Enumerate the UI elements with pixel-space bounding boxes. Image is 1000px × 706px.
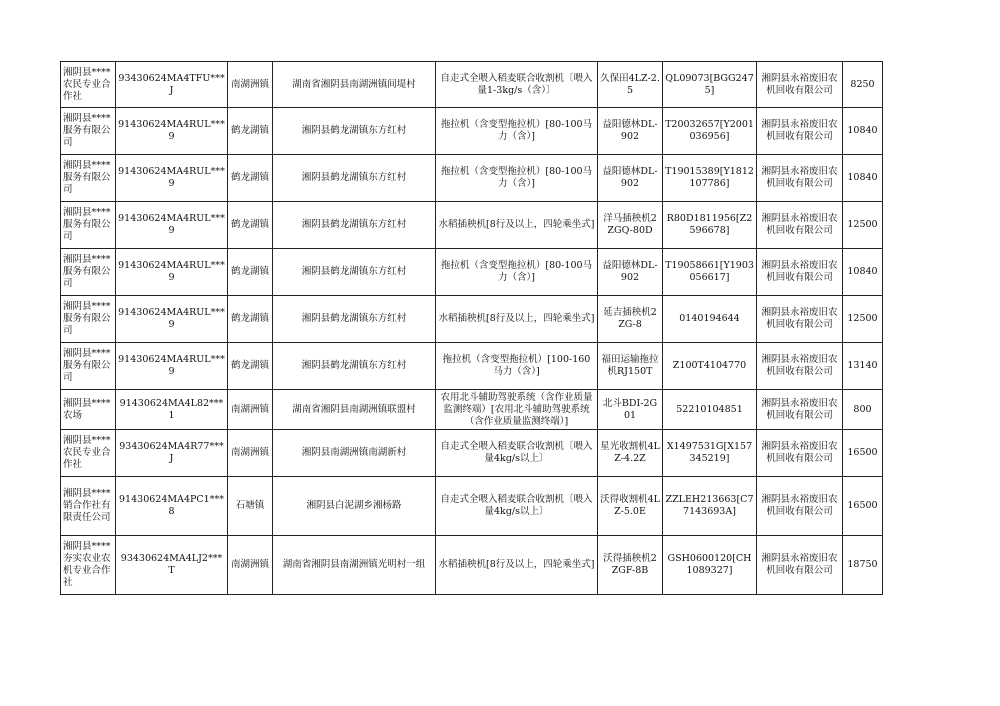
town-cell: 鹤龙湖镇 xyxy=(228,296,273,343)
subsidy-table xyxy=(60,61,883,595)
address-cell: 湘阴县鹤龙湖镇东方红村 xyxy=(273,202,436,249)
model-cell: 洋马插秧机2ZGQ-80D xyxy=(598,202,663,249)
table-row xyxy=(61,343,883,390)
machine-type-cell: 自走式全喂入稻麦联合收割机〔喂入量4kg/s以上〕 xyxy=(436,477,598,536)
credit-code-cell: 93430624MA4TFU***J xyxy=(116,62,228,108)
table-row xyxy=(61,430,883,477)
model-cell: 益阳德林DL-902 xyxy=(598,249,663,296)
address-cell: 湖南省湘阴县南湖洲镇间堤村 xyxy=(273,62,436,108)
table-body xyxy=(61,62,883,595)
credit-code-cell: 91430624MA4PC1***8 xyxy=(116,477,228,536)
owner-name-cell: 湘阴县****农民专业合作社 xyxy=(61,62,116,108)
town-cell: 石塘镇 xyxy=(228,477,273,536)
serial-number-cell: GSH0600120[CH1089327] xyxy=(663,536,757,595)
model-cell: 北斗BDI-2G01 xyxy=(598,390,663,430)
machine-type-cell: 拖拉机（含变型拖拉机）[80-100马力（含）] xyxy=(436,108,598,155)
credit-code-cell: 91430624MA4L82***1 xyxy=(116,390,228,430)
credit-code-cell: 91430624MA4RUL***9 xyxy=(116,296,228,343)
credit-code-cell: 91430624MA4RUL***9 xyxy=(116,155,228,202)
town-cell: 南湖洲镇 xyxy=(228,390,273,430)
table-row xyxy=(61,390,883,430)
town-cell: 南湖洲镇 xyxy=(228,536,273,595)
credit-code-cell: 93430624MA4LJ2***T xyxy=(116,536,228,595)
subsidy-amount-cell: 16500 xyxy=(843,477,883,536)
model-cell: 沃得插秧机2ZGF-8B xyxy=(598,536,663,595)
model-cell: 星光收割机4LZ-4.2Z xyxy=(598,430,663,477)
recycler-cell: 湘阴县永裕废旧农机回收有限公司 xyxy=(757,202,843,249)
owner-name-cell: 湘阴县****夯实农业农机专业合作社 xyxy=(61,536,116,595)
subsidy-amount-cell: 13140 xyxy=(843,343,883,390)
subsidy-amount-cell: 18750 xyxy=(843,536,883,595)
owner-name-cell: 湘阴县****服务有限公司 xyxy=(61,108,116,155)
town-cell: 南湖洲镇 xyxy=(228,62,273,108)
machine-type-cell: 水稻插秧机[8行及以上，四轮乘坐式] xyxy=(436,536,598,595)
subsidy-amount-cell: 12500 xyxy=(843,296,883,343)
recycler-cell: 湘阴县永裕废旧农机回收有限公司 xyxy=(757,477,843,536)
machine-type-cell: 农用北斗辅助驾驶系统（含作业质量监测终端）[农用北斗辅助驾驶系统（含作业质量监测终端）] xyxy=(436,390,598,430)
serial-number-cell: Z100T4104770 xyxy=(663,343,757,390)
table-row xyxy=(61,477,883,536)
model-cell: 益阳德林DL-902 xyxy=(598,155,663,202)
machine-type-cell: 自走式全喂入稻麦联合收割机〔喂入量4kg/s以上〕 xyxy=(436,430,598,477)
serial-number-cell: 0140194644 xyxy=(663,296,757,343)
town-cell: 鹤龙湖镇 xyxy=(228,249,273,296)
table-row xyxy=(61,108,883,155)
address-cell: 湘阴县鹤龙湖镇东方红村 xyxy=(273,155,436,202)
address-cell: 湖南省湘阴县南湖洲镇光明村一组 xyxy=(273,536,436,595)
serial-number-cell: ZZLEH213663[C77143693A] xyxy=(663,477,757,536)
machine-type-cell: 自走式全喂入稻麦联合收割机〔喂入量1-3kg/s（含）〕 xyxy=(436,62,598,108)
subsidy-amount-cell: 16500 xyxy=(843,430,883,477)
model-cell: 沃得收割机4LZ-5.0E xyxy=(598,477,663,536)
table-row xyxy=(61,249,883,296)
recycler-cell: 湘阴县永裕废旧农机回收有限公司 xyxy=(757,108,843,155)
address-cell: 湘阴县鹤龙湖镇东方红村 xyxy=(273,343,436,390)
town-cell: 南湖洲镇 xyxy=(228,430,273,477)
serial-number-cell: X1497531G[X157345219] xyxy=(663,430,757,477)
town-cell: 鹤龙湖镇 xyxy=(228,108,273,155)
serial-number-cell: QL09073[BGG2475] xyxy=(663,62,757,108)
serial-number-cell: 52210104851 xyxy=(663,390,757,430)
credit-code-cell: 91430624MA4RUL***9 xyxy=(116,343,228,390)
machine-type-cell: 水稻插秧机[8行及以上，四轮乘坐式] xyxy=(436,296,598,343)
serial-number-cell: T19015389[Y1812107786] xyxy=(663,155,757,202)
owner-name-cell: 湘阴县****服务有限公司 xyxy=(61,249,116,296)
recycler-cell: 湘阴县永裕废旧农机回收有限公司 xyxy=(757,62,843,108)
model-cell: 福田运输拖拉机RJ150T xyxy=(598,343,663,390)
recycler-cell: 湘阴县永裕废旧农机回收有限公司 xyxy=(757,155,843,202)
model-cell: 益阳德林DL-902 xyxy=(598,108,663,155)
subsidy-amount-cell: 10840 xyxy=(843,249,883,296)
recycler-cell: 湘阴县永裕废旧农机回收有限公司 xyxy=(757,343,843,390)
subsidy-amount-cell: 12500 xyxy=(843,202,883,249)
address-cell: 湘阴县鹤龙湖镇东方红村 xyxy=(273,249,436,296)
credit-code-cell: 93430624MA4R77***J xyxy=(116,430,228,477)
table-row xyxy=(61,202,883,249)
subsidy-amount-cell: 8250 xyxy=(843,62,883,108)
table-row xyxy=(61,62,883,108)
serial-number-cell: T19058661[Y1903056617] xyxy=(663,249,757,296)
address-cell: 湖南省湘阴县南湖洲镇联盟村 xyxy=(273,390,436,430)
town-cell: 鹤龙湖镇 xyxy=(228,202,273,249)
owner-name-cell: 湘阴县****服务有限公司 xyxy=(61,343,116,390)
credit-code-cell: 91430624MA4RUL***9 xyxy=(116,108,228,155)
recycler-cell: 湘阴县永裕废旧农机回收有限公司 xyxy=(757,430,843,477)
owner-name-cell: 湘阴县****农场 xyxy=(61,390,116,430)
table-row xyxy=(61,296,883,343)
serial-number-cell: T20032657[Y2001036956] xyxy=(663,108,757,155)
address-cell: 湘阴县白泥湖乡湘杨路 xyxy=(273,477,436,536)
serial-number-cell: R80D1811956[Z2596678] xyxy=(663,202,757,249)
address-cell: 湘阴县鹤龙湖镇东方红村 xyxy=(273,296,436,343)
machine-type-cell: 拖拉机（含变型拖拉机）[80-100马力（含）] xyxy=(436,249,598,296)
table-row xyxy=(61,536,883,595)
recycler-cell: 湘阴县永裕废旧农机回收有限公司 xyxy=(757,296,843,343)
recycler-cell: 湘阴县永裕废旧农机回收有限公司 xyxy=(757,390,843,430)
machine-type-cell: 拖拉机（含变型拖拉机）[80-100马力（含）] xyxy=(436,155,598,202)
credit-code-cell: 91430624MA4RUL***9 xyxy=(116,249,228,296)
credit-code-cell: 91430624MA4RUL***9 xyxy=(116,202,228,249)
model-cell: 久保田4LZ-2.5 xyxy=(598,62,663,108)
address-cell: 湘阴县南湖洲镇南湖新村 xyxy=(273,430,436,477)
owner-name-cell: 湘阴县****农民专业合作社 xyxy=(61,430,116,477)
owner-name-cell: 湘阴县****销合作社有限责任公司 xyxy=(61,477,116,536)
model-cell: 延吉插秧机2ZG-8 xyxy=(598,296,663,343)
table-row xyxy=(61,155,883,202)
address-cell: 湘阴县鹤龙湖镇东方红村 xyxy=(273,108,436,155)
subsidy-amount-cell: 10840 xyxy=(843,155,883,202)
machine-type-cell: 水稻插秧机[8行及以上，四轮乘坐式] xyxy=(436,202,598,249)
town-cell: 鹤龙湖镇 xyxy=(228,155,273,202)
owner-name-cell: 湘阴县****服务有限公司 xyxy=(61,155,116,202)
recycler-cell: 湘阴县永裕废旧农机回收有限公司 xyxy=(757,249,843,296)
recycler-cell: 湘阴县永裕废旧农机回收有限公司 xyxy=(757,536,843,595)
owner-name-cell: 湘阴县****服务有限公司 xyxy=(61,202,116,249)
subsidy-amount-cell: 10840 xyxy=(843,108,883,155)
subsidy-amount-cell: 800 xyxy=(843,390,883,430)
town-cell: 鹤龙湖镇 xyxy=(228,343,273,390)
machine-type-cell: 拖拉机（含变型拖拉机）[100-160马力（含）] xyxy=(436,343,598,390)
owner-name-cell: 湘阴县****服务有限公司 xyxy=(61,296,116,343)
